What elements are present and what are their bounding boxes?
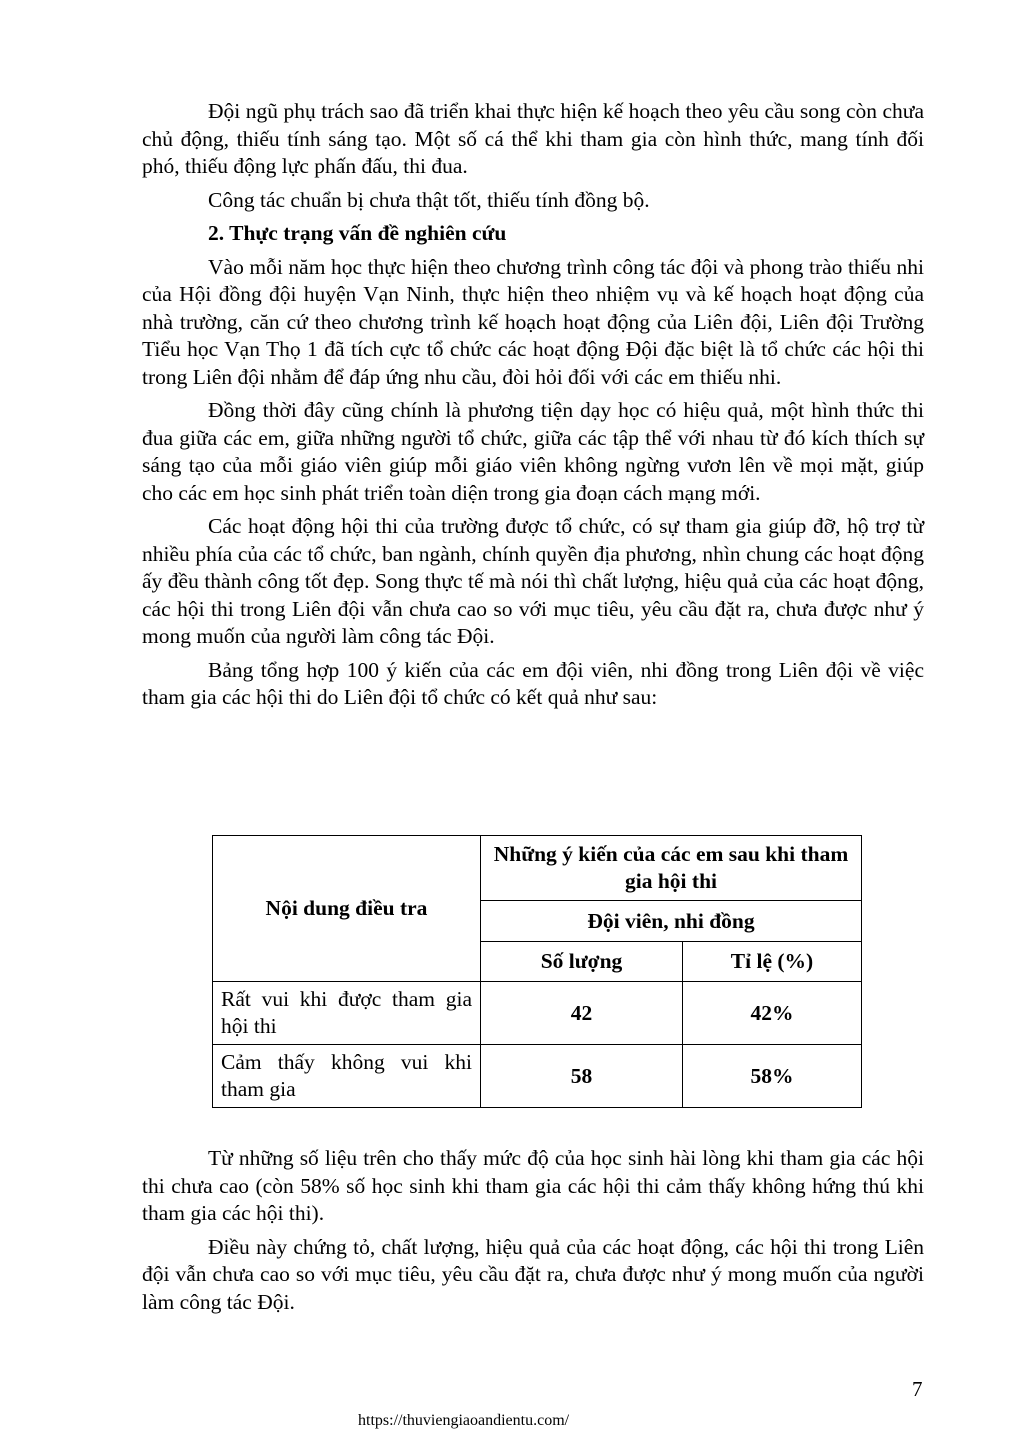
row-rate: 58% — [683, 1045, 862, 1108]
paragraph-team-assessment: Đội ngũ phụ trách sao đã triển khai thực hiện kế hoạch theo yêu cầu song còn chưa chủ động, thiếu tính sáng tạo. Một số cá thể khi tham gia còn hình thức, mang tính đối phó, thiếu động lực phấn đấu, thi đua. — [142, 99, 924, 178]
paragraph-activities: Các hoạt động hội thi của trường được tổ chức, có sự tham gia giúp đỡ, hộ trợ từ nhiều phía của các tổ chức, ban ngành, chính quyền địa phương, nhìn chung các hoạt động ấy đều thành công tốt đẹp. Song thực tế mà nói thì chất lượng, hiệu quả của các hoạt động, các hội thi trong Liên đội vẫn chưa cao so với mục tiêu, yêu cầu đặt ra, chưa được như ý mong muốn của người làm công tác Đội. — [142, 514, 924, 648]
table-row — [213, 982, 862, 1045]
row-count: 58 — [481, 1045, 683, 1108]
paragraph-preparation: Công tác chuẩn bị chưa thật tốt, thiếu tính đồng bộ. — [208, 187, 650, 212]
paragraph-conclusion: Từ những số liệu trên cho thấy mức độ của học sinh hài lòng khi tham gia các hội thi chưa cao (còn 58% số học sinh khi tham gia các hội thi cảm thấy không hứng thú khi tham gia các hội thi). — [142, 1146, 924, 1225]
footer-url[interactable]: https://thuviengiaoandientu.com/ — [358, 1412, 570, 1429]
paragraph-quality: Điều này chứng tỏ, chất lượng, hiệu quả của các hoạt động, các hội thi trong Liên đội vẫn chưa cao so với mục tiêu, yêu cầu đặt ra, chưa được như ý mong muốn của người làm công tác Đội. — [142, 1234, 924, 1314]
body-text-bottom — [142, 1145, 924, 1316]
table-row — [213, 1045, 862, 1108]
section-heading: 2. Thực trạng vấn đề nghiên cứu — [208, 221, 507, 245]
row-count: 42 — [481, 982, 683, 1045]
header-opinions: Những ý kiến của các em sau khi tham gia hội thi — [481, 836, 862, 901]
row-label: Rất vui khi được tham gia hội thi — [213, 982, 481, 1045]
paragraph-table-intro: Bảng tổng hợp 100 ý kiến của các em đội viên, nhi đồng trong Liên đội về việc tham gia các hội thi do Liên đội tổ chức có kết quả như sau: — [142, 657, 924, 709]
header-rate: Tỉ lệ (%) — [683, 942, 862, 982]
survey-table — [212, 835, 862, 1108]
paragraph-school-year: Vào mỗi năm học thực hiện theo chương trình công tác đội và phong trào thiếu nhi của Hội đồng đội huyện Vạn Ninh, thực hiện theo nhiệm vụ và kế hoạch hoạt động của nhà trường, căn cứ theo chương trình kế hoạch hoạt động của Liên đội, Liên đội Trường Tiểu học Vạn Thọ 1 đã tích cực tổ chức các hoạt động Đội đặc biệt là tổ chức các hội thi trong Liên đội nhằm để đáp ứng nhu cầu, đòi hỏi đối với các em thiếu nhi. — [142, 254, 924, 389]
header-content: Nội dung điều tra — [213, 836, 481, 982]
header-count: Số lượng — [481, 942, 683, 982]
table-header-row — [213, 836, 862, 901]
row-label: Cảm thấy không vui khi tham gia — [213, 1045, 481, 1108]
body-text-top — [142, 98, 924, 712]
paragraph-teaching-means: Đồng thời đây cũng chính là phương tiện dạy học có hiệu quả, một hình thức thi đua giữa các em, giữa những người tổ chức, giữa các tập thể với nhau từ đó kích thích sự sáng tạo của mỗi giáo viên giúp mỗi giáo viên không ngừng vươn lên về mọi mặt, giúp cho các em học sinh phát triển toàn diện trong gia đoạn cách mạng mới. — [142, 398, 924, 505]
row-rate: 42% — [683, 982, 862, 1045]
header-group: Đội viên, nhi đồng — [481, 901, 862, 942]
page-number: 7 — [912, 1377, 923, 1401]
